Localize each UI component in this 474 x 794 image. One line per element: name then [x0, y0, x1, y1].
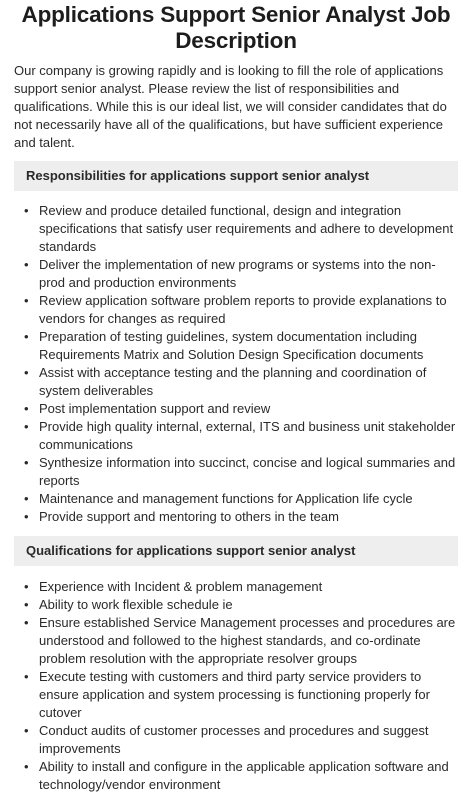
list-item: [24, 596, 458, 614]
list-item: [24, 614, 458, 668]
bullet-icon: •: [24, 293, 29, 308]
bullet-icon: •: [24, 401, 29, 416]
list-item: [24, 400, 458, 418]
bullet-icon: •: [24, 365, 29, 380]
bullet-icon: •: [24, 491, 29, 506]
list-item-text: Synthesize information into succinct, concise and logical summaries and reports: [39, 455, 456, 488]
bullet-icon: •: [24, 455, 29, 470]
list-item: [24, 578, 458, 596]
intro-paragraph: Our company is growing rapidly and is looking to fill the role of applications support senior analyst. Please review the list of responsibilities and qualifications. While this is our ideal list, we will consider candidates that do not necessarily have all of the qualifications, but have sufficient experience and talent.: [14, 63, 447, 150]
list-item: [24, 328, 458, 364]
list-item: [24, 668, 458, 722]
bullet-icon: •: [24, 723, 29, 738]
list-item: [24, 508, 458, 526]
list-item-text: Ability to install and configure in the applicable application software and technology/vendor environment: [39, 759, 449, 792]
list-item: [24, 454, 458, 490]
qualifications-heading: Qualifications for applications support senior analyst: [14, 536, 458, 566]
list-item-text: Review and produce detailed functional, design and integration specifications that satisfy user requirements and adhere to development standards: [39, 203, 454, 254]
list-item-text: Maintenance and management functions for Application life cycle: [39, 491, 413, 506]
list-item-text: Preparation of testing guidelines, system documentation including Requirements Matrix and Solution Design Specification documents: [39, 329, 424, 362]
responsibilities-heading: Responsibilities for applications support senior analyst: [14, 161, 458, 191]
bullet-icon: •: [24, 579, 29, 594]
list-item: [24, 256, 458, 292]
bullet-icon: •: [24, 419, 29, 434]
bullet-icon: •: [24, 759, 29, 774]
bullet-icon: •: [24, 257, 29, 272]
list-item-text: Provide support and mentoring to others in the team: [39, 509, 339, 524]
bullet-icon: •: [24, 329, 29, 344]
bullet-icon: •: [24, 615, 29, 630]
list-item-text: Ability to work flexible schedule ie: [39, 597, 233, 612]
bullet-icon: •: [24, 203, 29, 218]
qualifications-list: [14, 578, 458, 794]
bullet-icon: •: [24, 669, 29, 684]
list-item: [24, 758, 458, 794]
list-item-text: Ensure established Service Management processes and procedures are understood and followed to the highest standards, and co-ordinate problem resolution with the appropriate resolver groups: [39, 615, 456, 666]
list-item: [24, 490, 458, 508]
list-item: [24, 292, 458, 328]
list-item-text: Experience with Incident & problem management: [39, 579, 323, 594]
list-item-text: Assist with acceptance testing and the planning and coordination of system deliverables: [39, 365, 427, 398]
page-title: Applications Support Senior Analyst Job Description: [21, 2, 451, 53]
list-item: [24, 202, 458, 256]
list-item-text: Provide high quality internal, external, ITS and business unit stakeholder communications: [39, 419, 456, 452]
list-item-text: Conduct audits of customer processes and procedures and suggest improvements: [39, 723, 429, 756]
list-item-text: Review application software problem reports to provide explanations to vendors for changes as required: [39, 293, 447, 326]
list-item: [24, 418, 458, 454]
responsibilities-list: [14, 202, 458, 526]
list-item-text: Execute testing with customers and third party service providers to ensure application and system processing is functioning properly for cutover: [39, 669, 430, 720]
list-item-text: Post implementation support and review: [39, 401, 271, 416]
bullet-icon: •: [24, 509, 29, 524]
list-item-text: Deliver the implementation of new programs or systems into the non-prod and production environments: [39, 257, 436, 290]
list-item: [24, 364, 458, 400]
bullet-icon: •: [24, 597, 29, 612]
